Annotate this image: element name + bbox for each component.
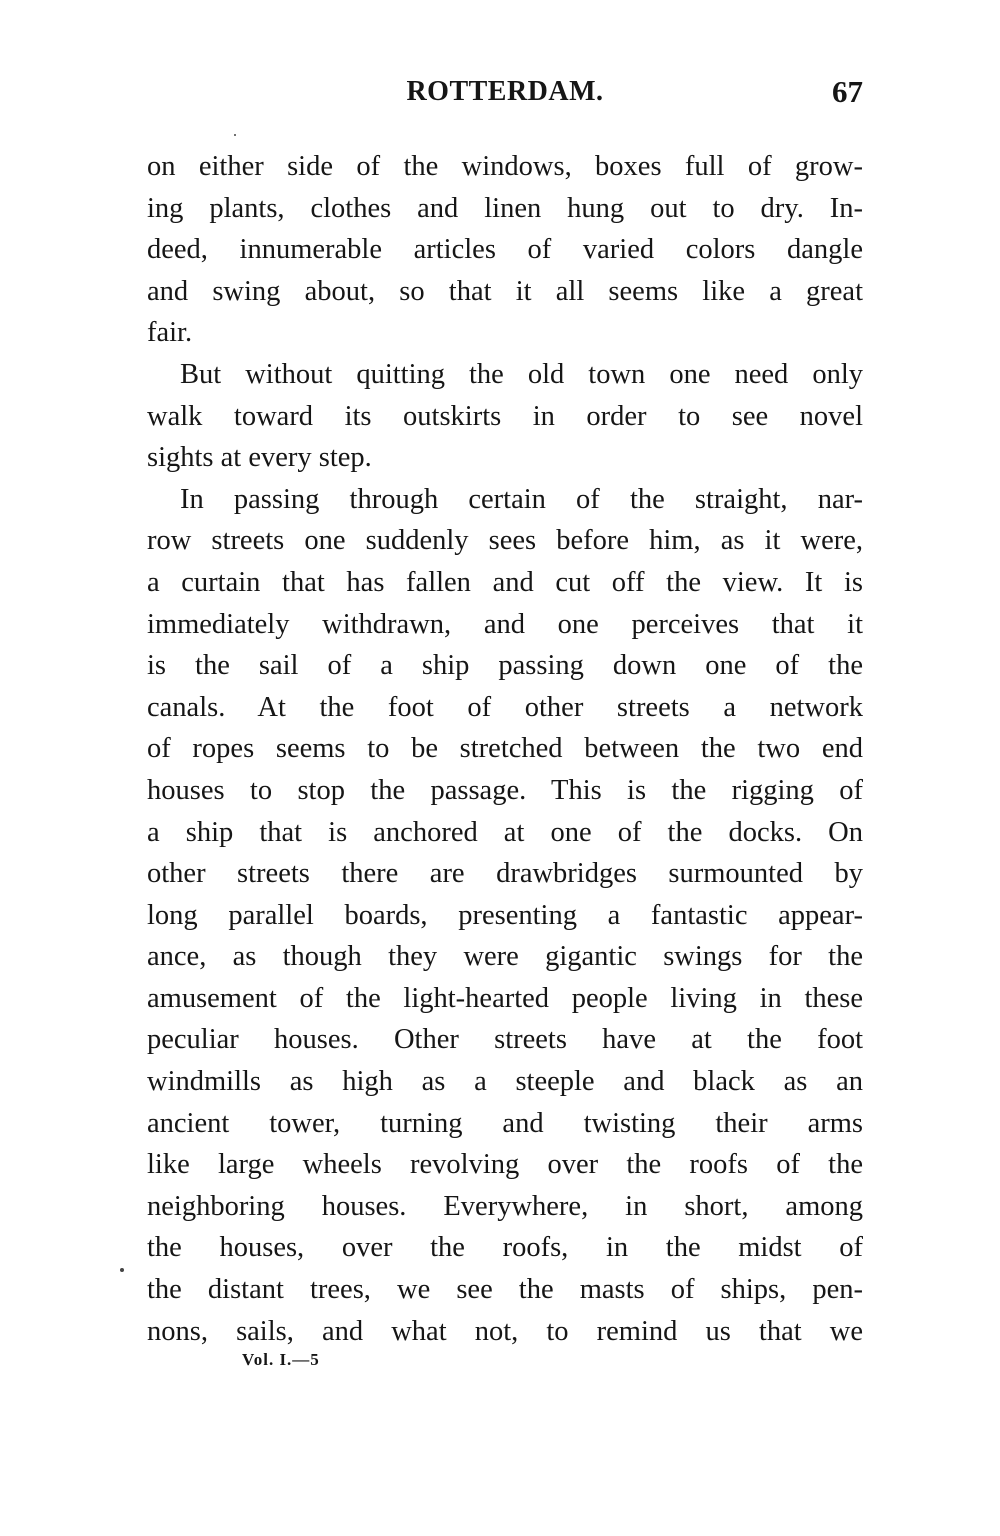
text-line: neighboring houses. Everywhere, in short, among <box>147 1190 863 1222</box>
text-line: ance, as though they were gigantic swings for the <box>147 941 863 973</box>
text-line: is the sail of a ship passing down one of the <box>147 650 863 682</box>
text-line: ancient tower, turning and twisting their arms <box>147 1107 863 1139</box>
text-line: fair. <box>147 317 193 349</box>
text-line: row streets one suddenly sees before him, as it were, <box>147 525 863 557</box>
text-line: on either side of the windows, boxes full of grow- <box>147 151 863 182</box>
text-line: But without quitting the old town one need only <box>180 358 863 390</box>
text-line: immediately withdrawn, and one perceives that it <box>147 608 863 640</box>
text-line: amusement of the light-hearted people living in these <box>147 982 863 1014</box>
text-line: the distant trees, we see the masts of ships, pen- <box>147 1274 863 1306</box>
text-line: of ropes seems to be stretched between the two end <box>147 733 863 765</box>
text-line: In passing through certain of the straight, nar- <box>180 483 863 515</box>
text-line: sights at every step. <box>147 442 372 474</box>
text-line: long parallel boards, presenting a fantastic appear- <box>147 899 863 931</box>
text-line: and swing about, so that it all seems like a great <box>147 275 863 307</box>
ink-speck <box>234 134 236 136</box>
page-number: 67 <box>832 74 863 109</box>
text-line: canals. At the foot of other streets a network <box>147 691 863 723</box>
text-line: a curtain that has fallen and cut off the view. It is <box>147 566 863 598</box>
text-line: windmills as high as a steeple and black as an <box>147 1066 863 1098</box>
text-line: the houses, over the roofs, in the midst of <box>147 1232 863 1264</box>
running-head <box>147 74 863 114</box>
running-title: ROTTERDAM. <box>406 76 604 107</box>
text-line: ing plants, clothes and linen hung out to dry. In- <box>147 192 863 224</box>
text-line: houses to stop the passage. This is the rigging of <box>147 774 863 806</box>
signature-mark: Vol. I.—5 <box>242 1350 320 1369</box>
ink-speck <box>120 1268 124 1272</box>
text-line: peculiar houses. Other streets have at the foot <box>147 1024 863 1056</box>
text-line: like large wheels revolving over the roofs of the <box>147 1149 863 1181</box>
text-line: walk toward its outskirts in order to see novel <box>147 400 863 432</box>
text-line: a ship that is anchored at one of the docks. On <box>147 816 863 848</box>
text-line: deed, innumerable articles of varied colors dangle <box>147 234 863 266</box>
text-line: other streets there are drawbridges surmounted by <box>147 858 863 890</box>
body-text <box>147 146 863 1352</box>
text-line: nons, sails, and what not, to remind us that we <box>147 1315 863 1347</box>
